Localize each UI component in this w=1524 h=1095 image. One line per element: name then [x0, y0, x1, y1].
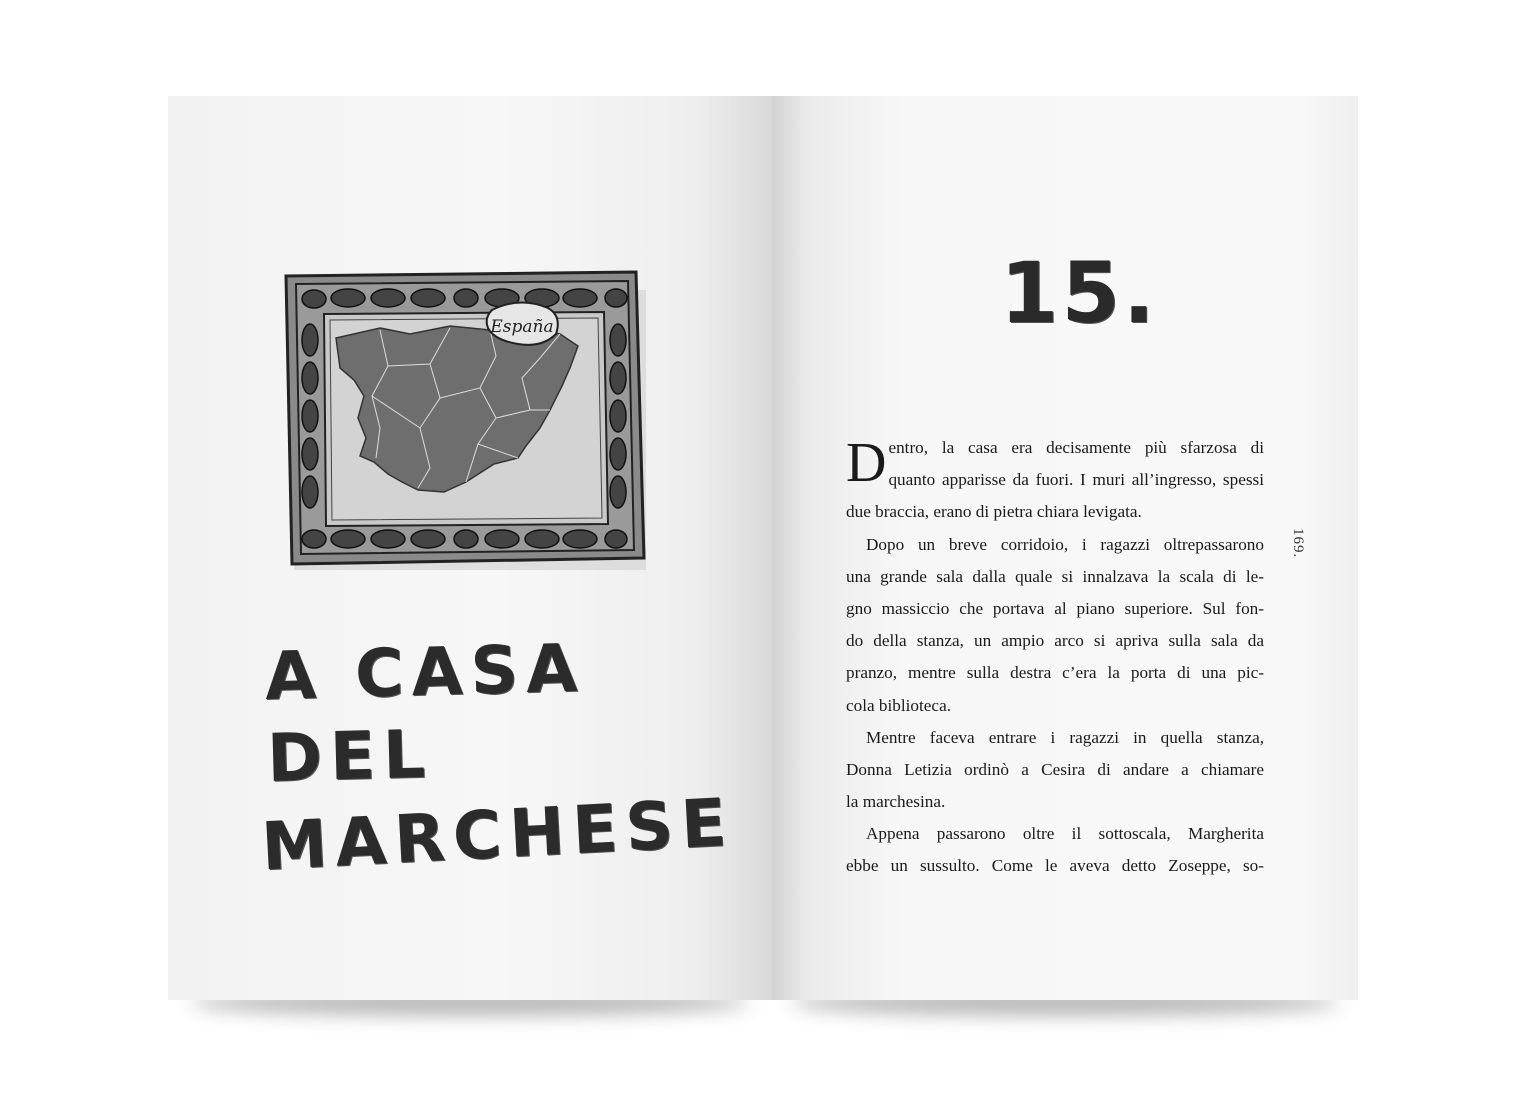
text-line: pranzo, mentre sulla destra c’era la porta di una pic- — [846, 663, 1264, 683]
text-line: Donna Letizia ordinò a Cesira di andare a chiamare — [846, 759, 1264, 779]
chapter-title — [259, 623, 750, 886]
left-page — [168, 96, 772, 1000]
text-line: Dopo un breve corridoio, i ragazzi oltrepassarono — [866, 534, 1264, 554]
text-line: la marchesina. — [846, 792, 946, 812]
text-line: Appena passarono oltre il sottoscala, Margherita — [866, 824, 1264, 844]
chapter-title-line-1: A CASA DEL — [264, 629, 587, 797]
drop-cap: D — [846, 432, 887, 494]
text-line: una grande sala dalla quale si innalzava la scala di le- — [846, 566, 1264, 586]
chapter-body-text — [846, 432, 1264, 883]
right-page — [772, 96, 1358, 1000]
page-number: 169. — [1290, 528, 1306, 559]
text-line: cola biblioteca. — [846, 695, 951, 715]
chapter-title-line-2: MARCHESE — [259, 783, 736, 886]
text-line: gno massiccio che portava al piano superiore. Sul fon- — [846, 598, 1264, 618]
text-line: ebbe un sussulto. Come le aveva detto Zoseppe, so- — [846, 856, 1264, 876]
text-line: due braccia, erano di pietra chiara levigata. — [846, 502, 1142, 522]
text-line: entro, la casa era decisamente più sfarzosa di — [888, 438, 1264, 457]
text-line: do della stanza, un ampio arco si apriva sulla sala da — [846, 631, 1264, 651]
map-label: España — [490, 317, 554, 337]
text-line: Mentre faceva entrare i ragazzi in quella stanza, — [866, 727, 1264, 747]
chapter-number: 15. — [1000, 244, 1158, 342]
spain-map-illustration — [280, 268, 652, 578]
text-line: quanto apparisse da fuori. I muri all’ingresso, spessi — [888, 470, 1264, 490]
